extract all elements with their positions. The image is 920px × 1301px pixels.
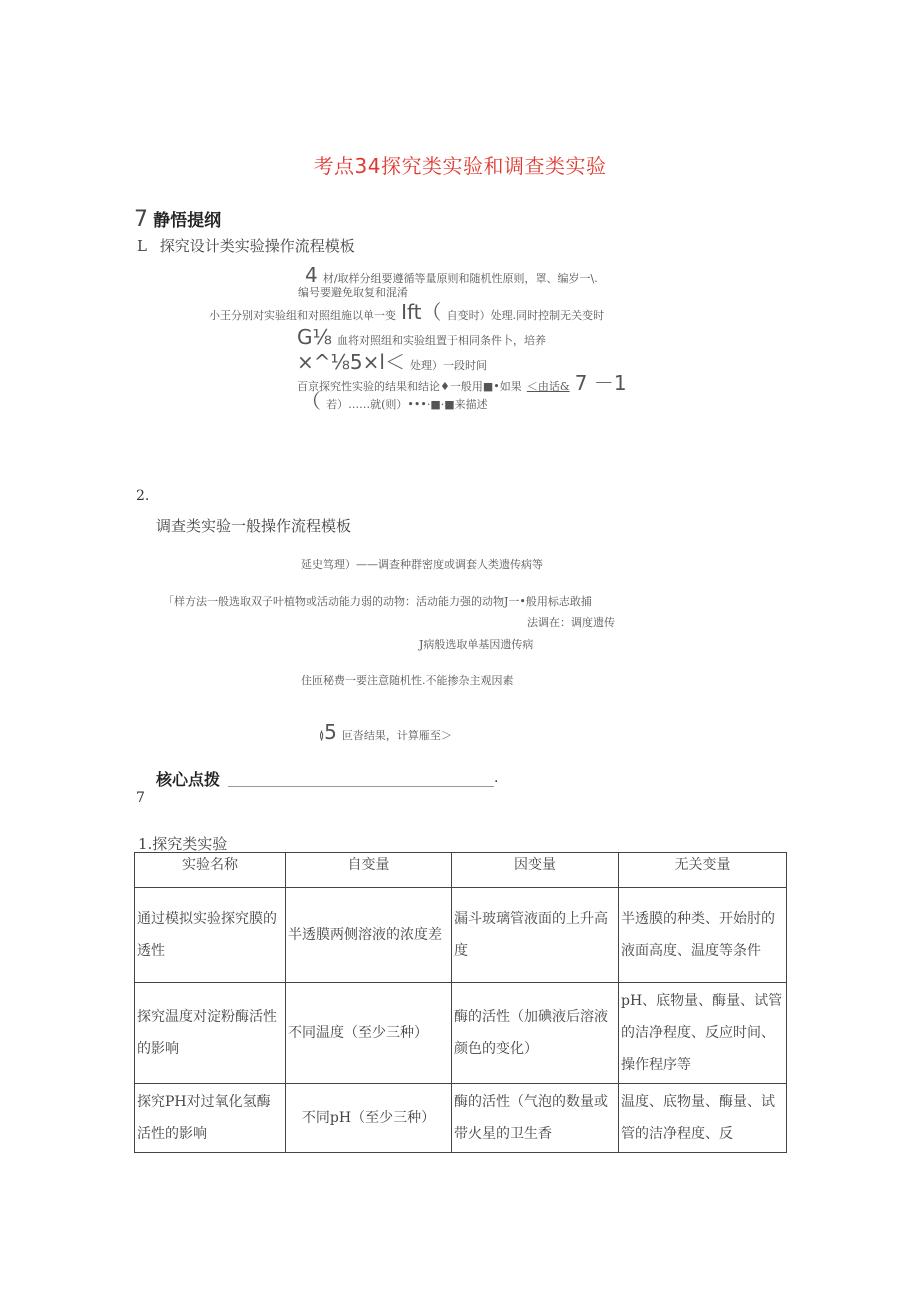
flow-text: 自变时）处理.同时控制无关变时: [446, 309, 605, 322]
outline-heading-text: 静悟提纲: [153, 211, 222, 231]
key-points-heading: 核心点拨: [156, 770, 221, 789]
table-header-cell: 自变量: [286, 853, 452, 888]
table-cell: 不同温度（至少三种）: [286, 983, 452, 1084]
flow-text: 血将对照组和实验组置于相同条件卜，培养: [336, 334, 546, 347]
table-cell: 酶的活性（气泡的数量或带火星的卫生香: [452, 1084, 619, 1153]
survey-line-4: J病般选取单基因遗传病: [419, 638, 534, 651]
section1-prefix: L: [137, 237, 147, 255]
experiment-table: [134, 852, 787, 1153]
section1-heading-text: 探究设计类实验操作流程模板: [159, 237, 355, 255]
flow-underlined-text: ＜由话&: [526, 380, 570, 393]
table-row: [135, 983, 787, 1084]
flow-text: 材/取样分组要遵循等量原则和随机性原则，罩、编岁一\.: [322, 272, 598, 285]
table-header-row: [135, 853, 787, 888]
flow-text: 处理）一段时间: [410, 359, 488, 372]
flow-text: 百京探究性实验的结果和结论♦一般用■•如果: [297, 380, 522, 393]
flow-mark: 5: [324, 720, 337, 744]
survey-text: 叵沓结果，计算雁至＞: [341, 729, 452, 742]
table-caption: 1.探究类实验: [138, 835, 228, 853]
table-cell: 半透膜的种类、开始肘的液面高度、温度等条件: [619, 888, 787, 983]
table-cell: 酶的活性（加碘液后溶液颜色的变化）: [452, 983, 619, 1084]
table-row: [135, 888, 787, 983]
survey-prefix: ≬: [319, 729, 325, 742]
key-points-number: 7: [136, 790, 145, 806]
survey-line-3: 法调在：调度遗传: [527, 616, 615, 629]
table-header-cell: 实验名称: [135, 853, 286, 888]
table-cell: 温度、底物量、酶量、试管的洁净程度、反: [619, 1084, 787, 1153]
flow-mark: ×^⅛5×l＜: [297, 350, 405, 374]
table-cell: 通过模拟实验探究膜的透性: [135, 888, 286, 983]
survey-line-1: 延史笃理）——调查种群密度或调套人类遗传病等: [301, 558, 543, 571]
section1-heading: [137, 235, 355, 256]
flow-line-2: 编号要避免取复和混淆: [298, 286, 408, 299]
table-cell: 漏斗玻璃管液面的上升高度: [452, 888, 619, 983]
table-cell: 半透膜两侧溶液的浓度差: [286, 888, 452, 983]
section2-number: 2.: [136, 488, 150, 504]
flow-text: 若）……就(则）•••·■·■来描述: [326, 398, 488, 411]
table-cell: 探究温度对淀粉酶活性的影响: [135, 983, 286, 1084]
flow-mark: （: [301, 389, 321, 413]
table-cell: 不同pH（至少三种）: [286, 1084, 452, 1153]
table-header-cell: 无关变量: [619, 853, 787, 888]
outline-heading: [134, 206, 221, 232]
table-cell: 探究PH对过氧化氢酶活性的影响: [135, 1084, 286, 1153]
heading-rule: [228, 786, 494, 787]
flow-mark: G⅛: [297, 325, 332, 349]
flow-line-7: [301, 385, 488, 414]
flow-mark: Ift（: [401, 300, 442, 324]
page-title: 考点34探究类实验和调查类实验: [313, 154, 607, 178]
flow-mark: 7 －1: [574, 371, 627, 395]
table-cell: pH、底物量、酶量、试管的洁净程度、反应时间、操作程序等: [619, 983, 787, 1084]
survey-line-6: [319, 720, 452, 744]
table-row: [135, 1084, 787, 1153]
heading-tail: .: [494, 770, 499, 786]
survey-line-2: 「样方法一般选取双子叶植物或活动能力弱的动物：活动能力强的动物J一•般用标志敢捕: [163, 595, 592, 608]
flow-mark: 4: [305, 263, 318, 287]
table-header-cell: 因变量: [452, 853, 619, 888]
section2-heading: 调查类实验一般操作流程模板: [156, 517, 352, 535]
survey-line-5: 住匝秘费一要注意随机性.不能掺杂主观因素: [301, 674, 514, 687]
outline-number: 7: [134, 207, 148, 232]
flow-line-3: [209, 296, 604, 325]
flow-text: 小王分别对实验组和对照组施以单一变: [209, 309, 396, 322]
